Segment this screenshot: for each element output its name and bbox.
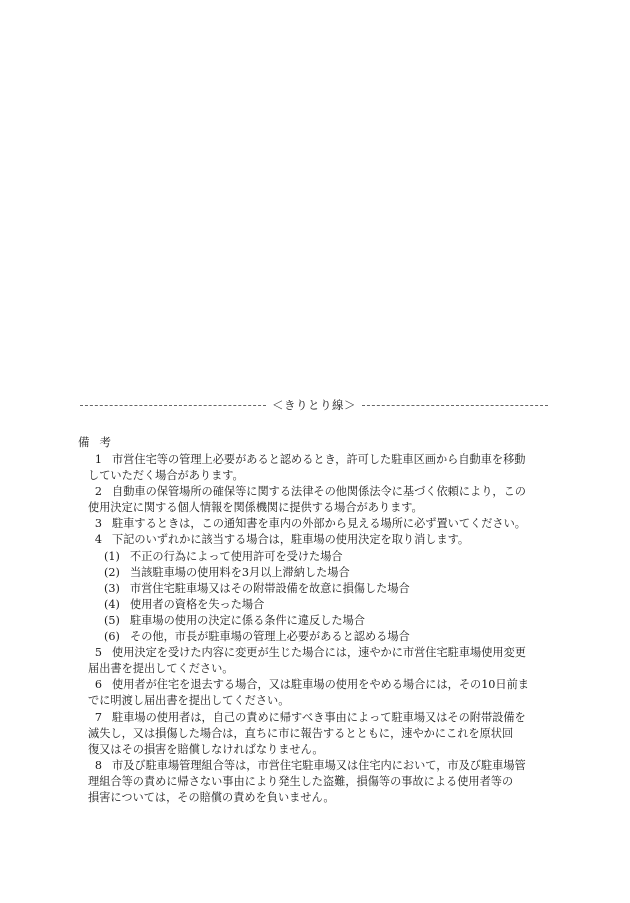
- note-text-cont: 使用決定に関する個人情報を関係機関に提供する場合があります。: [88, 501, 423, 515]
- note-item-6: [78, 677, 548, 709]
- note-number: 7: [94, 710, 102, 724]
- subitem-number: (2): [104, 565, 120, 579]
- notes-title: 備考: [78, 435, 121, 449]
- notes-list: [78, 452, 548, 806]
- note-text-cont: でに明渡し届出書を提出してください。: [88, 694, 290, 708]
- note-text-cont: 届出書を提出してください。: [88, 662, 234, 676]
- note-text: 駐車するときは，この通知書を車内の外部から見える場所に必ず置いてください。: [112, 517, 526, 531]
- note-subitem-4: [104, 597, 548, 613]
- note-text-cont: 損害については，その賠償の責めを負いません。: [88, 790, 335, 804]
- note-item-4: [78, 532, 548, 548]
- note-text: 下記のいずれかに該当する場合は，駐車場の使用決定を取り消します。: [112, 533, 470, 547]
- note-text: 使用者が住宅を退去する場合，又は駐車場の使用をやめる場合には，その10日前ま: [112, 678, 529, 692]
- note-text-cont: 理組合等の責めに帰さない事由により発生した盗難，損傷等の事故による使用者等の: [88, 774, 514, 788]
- subitem-number: (4): [104, 597, 120, 611]
- subitem-number: (1): [104, 549, 120, 563]
- subitem-text: その他，市長が駐車場の管理上必要があると認める場合: [130, 630, 410, 644]
- subitem-text: 使用者の資格を失った場合: [130, 597, 265, 611]
- note-text-cont: 復又はその損害を賠償しなければなりません。: [88, 742, 324, 756]
- subitem-text: 市営住宅駐車場又はその附帯設備を故意に損傷した場合: [130, 581, 410, 595]
- subitem-number: (5): [104, 613, 120, 627]
- note-text-cont: していただく場合があります。: [88, 469, 244, 483]
- note-number: 4: [94, 533, 102, 547]
- note-text: 使用決定を受けた内容に変更が生じた場合には，速やかに市営住宅駐車場使用変更: [112, 646, 526, 660]
- subitem-number: (6): [104, 630, 120, 644]
- cut-dash-right: [362, 405, 548, 406]
- note-subitem-2: [104, 565, 548, 581]
- note-text: 市及び駐車場管理組合等は，市営住宅駐車場又は住宅内において，市及び駐車場管: [112, 758, 526, 772]
- note-number: 1: [94, 453, 102, 466]
- cut-line-label: ＜きりとり線＞: [272, 398, 356, 412]
- note-number: 5: [94, 646, 102, 660]
- note-number: 6: [94, 678, 102, 692]
- note-subitem-1: [104, 549, 548, 565]
- note-text-cont: 滅失し，又は損傷した場合は，直ちに市に報告するとともに，速やかにこれを原状回: [88, 726, 514, 740]
- note-item-8: [78, 758, 548, 806]
- note-number: 3: [94, 517, 102, 531]
- subitem-text: 当該駐車場の使用料を3月以上滞納した場合: [130, 565, 350, 579]
- note-item-3: [78, 516, 548, 532]
- note-item-2: [78, 484, 548, 516]
- note-text: 市営住宅等の管理上必要があると認めるとき，許可した駐車区画から自動車を移動: [112, 453, 526, 466]
- note-item-5: [78, 645, 548, 677]
- note-number: 2: [94, 485, 102, 499]
- note-text: 駐車場の使用者は，自己の責めに帰すべき事由によって駐車場又はその附帯設備を: [112, 710, 526, 724]
- cut-line: [80, 396, 548, 414]
- note-item-1: [78, 452, 548, 484]
- subitem-text: 不正の行為によって使用許可を受けた場合: [130, 549, 343, 563]
- subitem-number: (3): [104, 581, 120, 595]
- cut-dash-left: [80, 405, 266, 406]
- note-subitem-5: [104, 613, 548, 629]
- subitem-text: 駐車場の使用の決定に係る条件に違反した場合: [130, 613, 365, 627]
- note-number: 8: [94, 758, 102, 772]
- note-subitem-6: [104, 629, 548, 645]
- note-item-7: [78, 710, 548, 758]
- note-text: 自動車の保管場所の確保等に関する法律その他関係法令に基づく依頼により，この: [112, 485, 526, 499]
- note-subitem-3: [104, 581, 548, 597]
